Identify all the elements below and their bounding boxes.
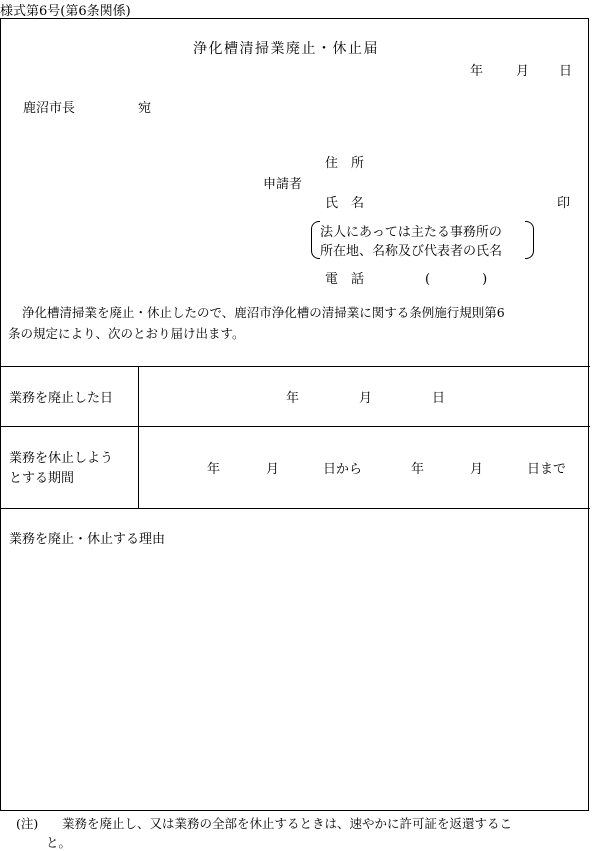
abolish-month: 月 (359, 391, 373, 406)
date-day: 日 (559, 64, 573, 79)
seal-mark: 印 (557, 196, 571, 211)
body-text-line2: 条の規定により、次のとおり届け出ます。 (8, 326, 245, 341)
reason-label: 業務を廃止・休止する理由 (9, 532, 166, 547)
suspend-start-month: 月 (266, 462, 280, 477)
form-title: 浄化槽清掃業廃止・休止届 (193, 41, 379, 57)
footnote-line2: と。 (46, 835, 72, 850)
body-text-line1: 浄化槽清掃業を廃止・休止したので、鹿沼市浄化槽の清掃業に関する条例施行規則第6 (22, 305, 505, 320)
abolish-date-label: 業務を廃止した日 (9, 391, 114, 406)
suspend-start-day: 日から (323, 462, 363, 477)
address-label: 住 所 (325, 156, 365, 171)
suspend-end-month: 月 (470, 462, 484, 477)
footnote-line1: 業務を廃止し、又は業務の全部を休止するときは、速やかに許可証を返還するこ (62, 816, 513, 831)
divider (1, 426, 590, 427)
divider (138, 366, 139, 508)
corporate-note-line2: 所在地、名称及び代表者の氏名 (320, 244, 503, 259)
suspend-end-day: 日まで (527, 462, 567, 477)
name-label: 氏 名 (325, 196, 365, 211)
applicant-label: 申請者 (263, 177, 303, 192)
bracket-left (311, 221, 320, 259)
addressee-honorific: 宛 (138, 101, 152, 116)
suspend-start-year: 年 (207, 462, 221, 477)
divider (1, 508, 590, 509)
date-year: 年 (470, 64, 484, 79)
phone-parens: ( ) (425, 272, 488, 287)
suspend-end-year: 年 (411, 462, 425, 477)
date-month: 月 (516, 64, 530, 79)
suspend-label-line1: 業務を休止しよう (9, 451, 114, 466)
footnote-marker: (注) (16, 816, 39, 831)
abolish-year: 年 (286, 391, 300, 406)
abolish-day: 日 (432, 391, 446, 406)
divider (1, 366, 590, 367)
suspend-label-line2: とする期間 (9, 471, 75, 486)
phone-label: 電 話 (325, 272, 365, 287)
bracket-right (525, 221, 534, 259)
form-frame (0, 18, 589, 811)
corporate-note-line1: 法人にあっては主たる事務所の (320, 225, 502, 240)
form-number-label: 様式第6号(第6条関係) (0, 4, 131, 19)
addressee-name: 鹿沼市長 (23, 101, 76, 116)
